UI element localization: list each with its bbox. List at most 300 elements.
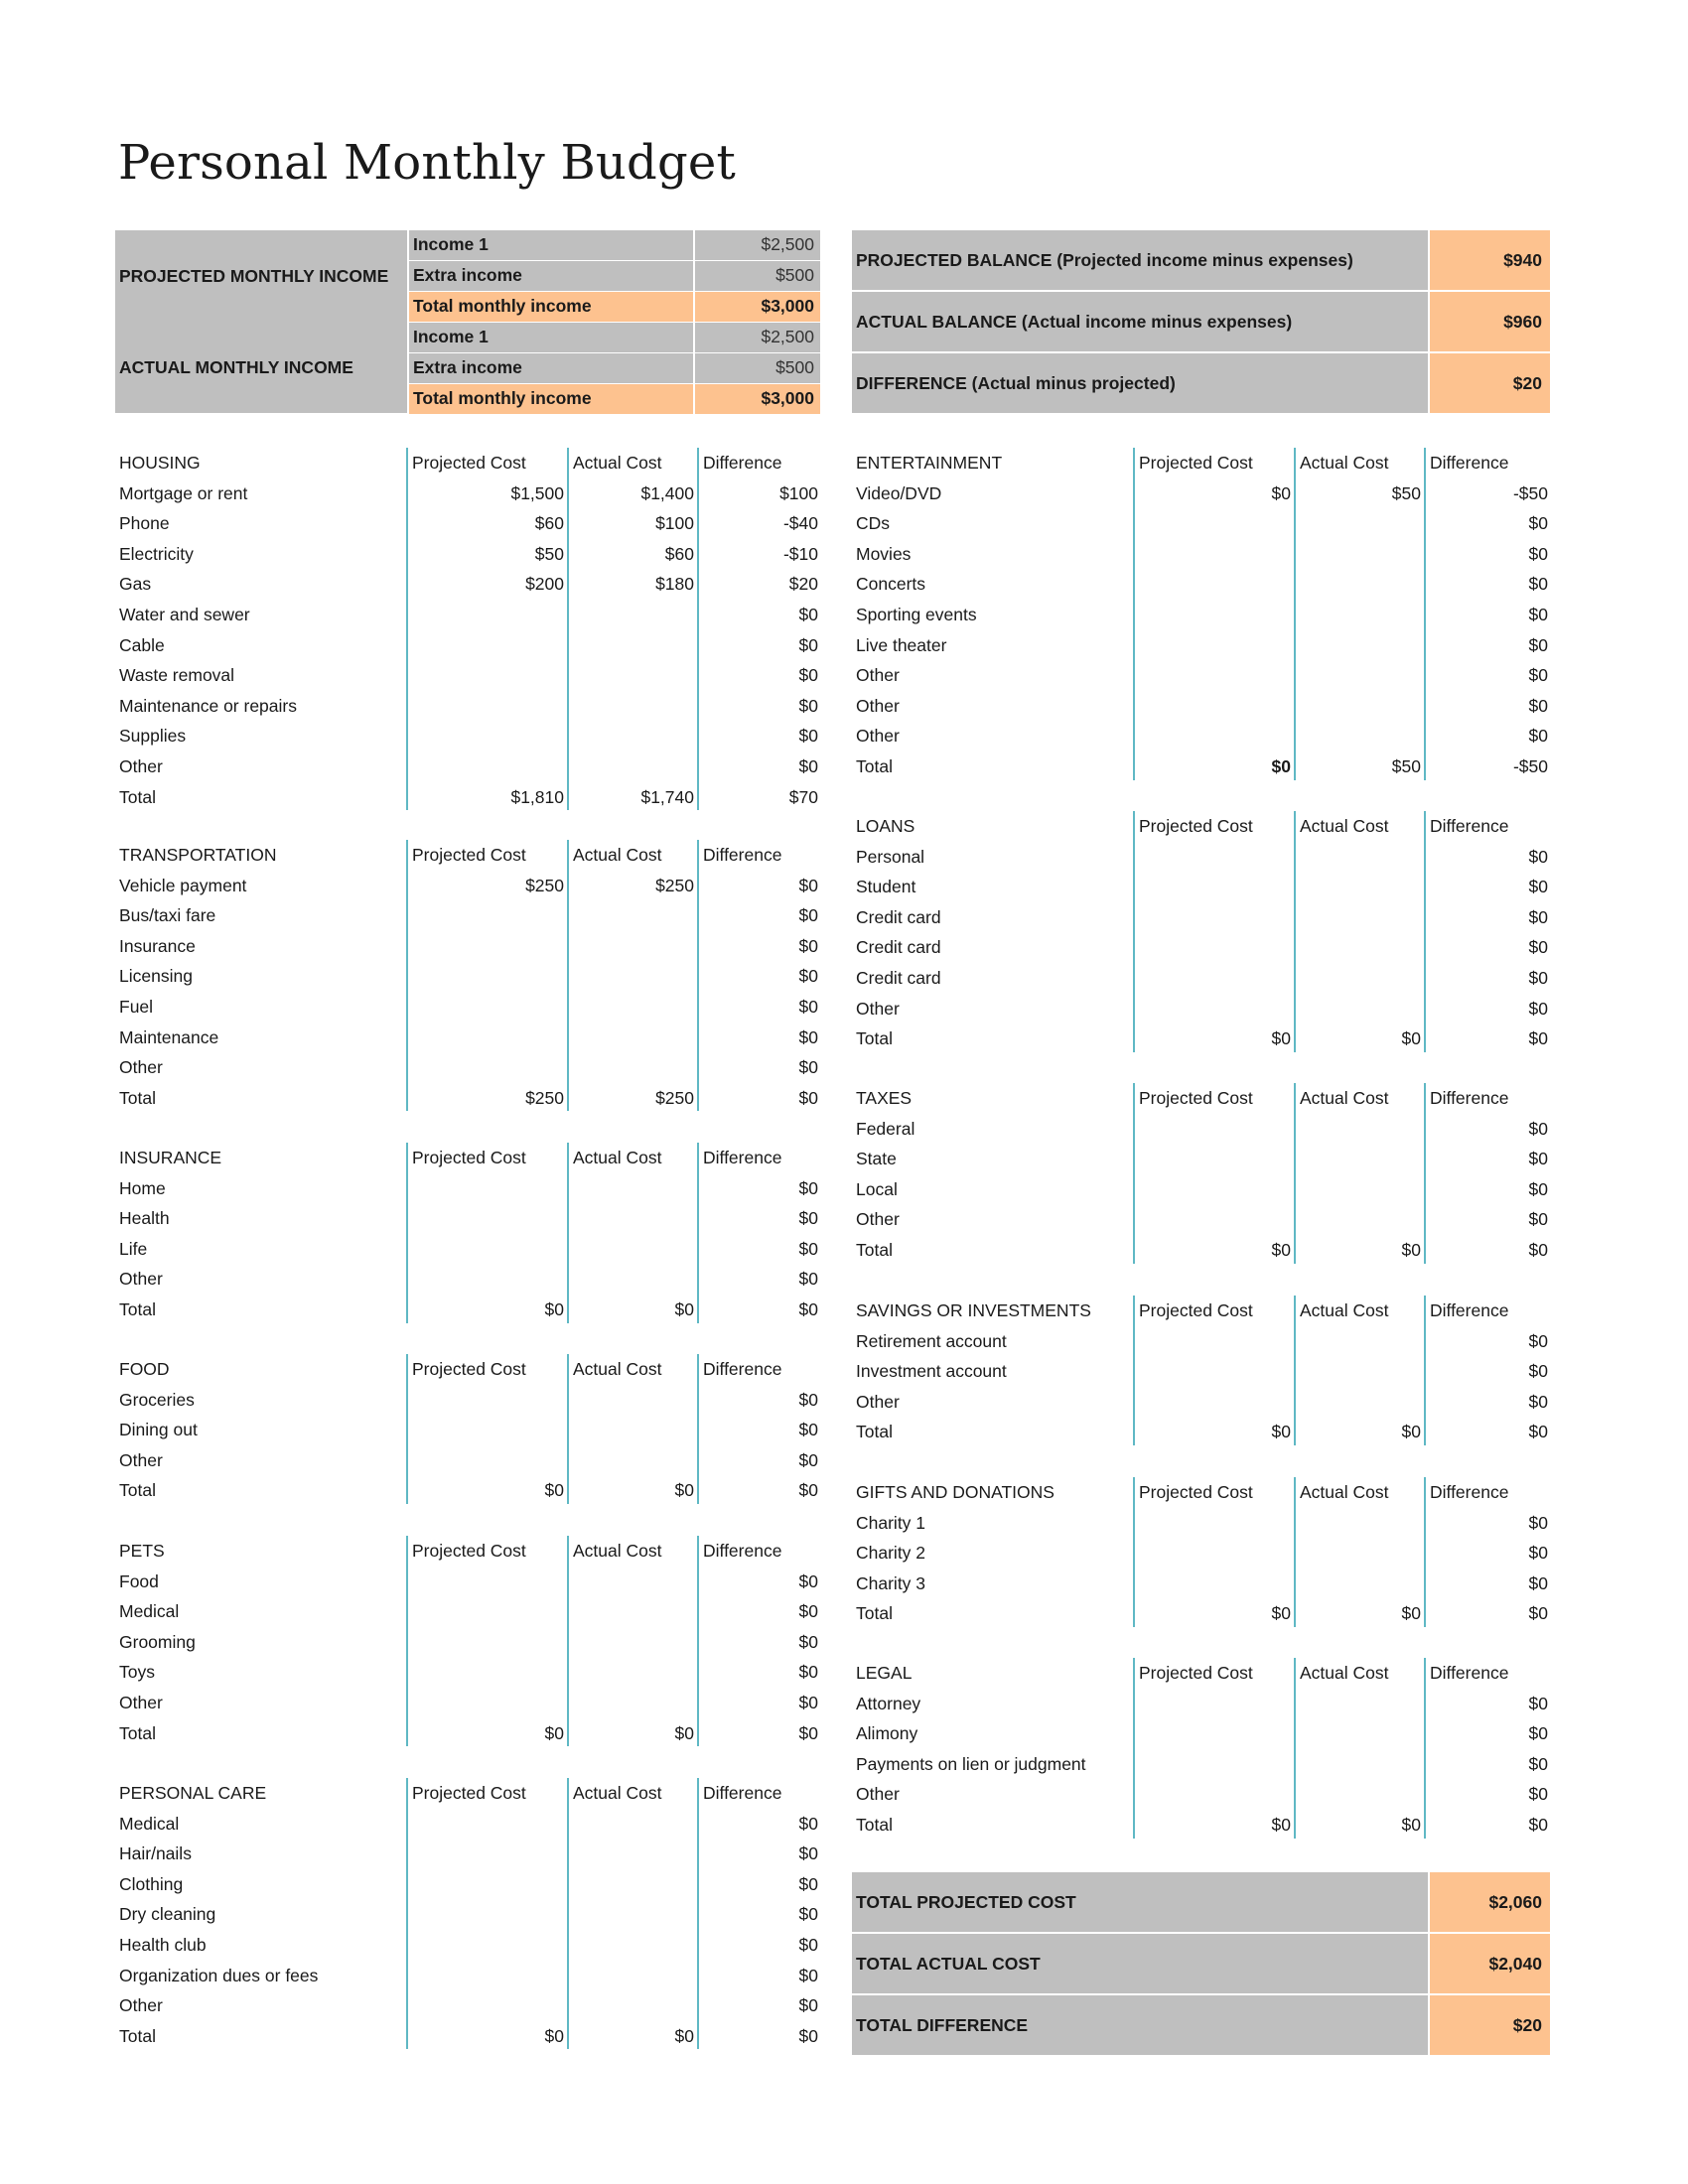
row-label: Medical [119,1813,180,1834]
difference-cell: $0 [798,755,818,776]
column-header-difference: Difference [703,1148,782,1167]
column-divider [697,1143,699,1323]
table-row [115,1657,820,1688]
row-label: Total [119,2025,156,2046]
difference-cell: $0 [798,1269,818,1290]
row-label: Movies [856,543,912,564]
row-value: $20 [1430,1995,1550,2055]
projected-cost-cell[interactable]: $60 [534,513,564,534]
row-label: ACTUAL BALANCE (Actual income minus expenses) [852,292,1428,351]
projected-cost-cell[interactable]: $200 [525,574,564,595]
table-row [115,1052,820,1083]
projected-cost-cell[interactable]: $250 [525,875,564,895]
row-label: Waste removal [119,665,235,686]
table-row [115,1869,820,1900]
row-label: Phone [119,513,170,534]
table-row [115,1567,820,1597]
projected-cost-cell[interactable]: $1,500 [510,482,564,503]
column-header-projected: Projected Cost [1139,453,1253,473]
difference-cell: $0 [1528,1178,1548,1199]
table-row [852,721,1550,751]
table-row [115,931,820,962]
column-divider [1424,1658,1426,1839]
difference-cell: $0 [1528,695,1548,716]
row-label: Grooming [119,1631,196,1652]
table-row [115,1688,820,1718]
table-row [115,1173,820,1204]
total-row [115,782,820,813]
row-label: Local [856,1178,898,1199]
section-title: HOUSING [119,453,201,473]
table-row [115,1839,820,1869]
difference-cell: $0 [1528,1209,1548,1230]
projected-cost-cell: $0 [544,1298,564,1319]
table-row [115,900,820,931]
difference-cell: $0 [798,1480,818,1501]
column-divider [697,1354,699,1504]
difference-cell: $0 [1528,543,1548,564]
table-row [115,1385,820,1416]
table-row [852,630,1550,661]
row-label: Fuel [119,996,154,1017]
column-header-projected: Projected Cost [1139,816,1253,836]
difference-cell: $0 [798,1934,818,1955]
section-title: SAVINGS OR INVESTMENTS [856,1300,1091,1320]
actual-cost-cell: $0 [1401,1239,1421,1260]
difference-cell: $0 [798,1843,818,1864]
table-row [852,1144,1550,1174]
difference-cell: $0 [1528,574,1548,595]
difference-cell: $0 [1528,1028,1548,1049]
column-divider [1424,811,1426,1052]
section-header-row [115,1536,820,1567]
difference-cell: $0 [798,1026,818,1047]
table-row [852,1538,1550,1569]
column-divider [1424,1296,1426,1445]
projected-cost-cell: $0 [1271,1603,1291,1624]
actual-cost-cell: $0 [674,2025,694,2046]
difference-cell: $0 [798,1722,818,1743]
section-title: LEGAL [856,1663,913,1683]
row-label: Live theater [856,634,947,655]
column-header-projected: Projected Cost [1139,1300,1253,1320]
difference-cell: $0 [798,1420,818,1440]
row-label: Water and sewer [119,604,250,624]
column-divider [1294,1477,1296,1627]
column-divider [697,448,699,810]
projected-cost-cell[interactable]: $0 [1271,482,1291,503]
row-label: Other [856,695,900,716]
row-label: Clothing [119,1873,184,1894]
row-label: Food [119,1570,159,1591]
row-value: $3,000 [695,384,820,414]
row-value[interactable]: $2,500 [695,323,820,352]
table-row [115,871,820,901]
total-row [115,2021,820,2052]
row-label: Retirement account [856,1330,1007,1351]
row-label: Electricity [119,543,194,564]
difference-cell: $0 [798,1904,818,1925]
table-row [115,1596,820,1627]
total-row [115,1475,820,1506]
difference-cell: $0 [798,1601,818,1622]
table-row [115,630,820,661]
table-row [852,1326,1550,1357]
income-summary [115,230,820,413]
section-header-row [852,811,1550,842]
table-row [115,751,820,782]
difference-cell: $0 [798,1238,818,1259]
column-header-projected: Projected Cost [412,1359,526,1379]
difference-cell: $0 [798,1449,818,1470]
projected-cost-cell: $0 [544,2025,564,2046]
projected-income-total-row [409,292,820,322]
difference-cell: $0 [798,1813,818,1834]
difference-cell: -$50 [1512,482,1548,503]
table-row [852,1779,1550,1810]
difference-cell: $0 [1528,604,1548,624]
section-gifts [852,1477,1550,1629]
row-label: Total [856,1422,893,1442]
row-label: DIFFERENCE (Actual minus projected) [852,353,1428,413]
actual-balance-row [852,292,1550,351]
difference-cell: $0 [1528,1330,1548,1351]
table-row [115,691,820,722]
row-label: Attorney [856,1693,921,1713]
table-row [115,539,820,570]
difference-cell: $0 [798,1087,818,1108]
difference-cell: $0 [798,996,818,1017]
difference-cell: $0 [1528,1118,1548,1139]
column-divider [406,448,408,810]
difference-cell: $0 [798,665,818,686]
row-label: Other [119,1692,163,1712]
difference-cell: $0 [798,935,818,956]
row-label: Gas [119,574,152,595]
total-row [852,1235,1550,1266]
table-row [115,1809,820,1840]
row-label: Organization dues or fees [119,1965,319,1985]
section-title: FOOD [119,1359,170,1379]
row-label: TOTAL PROJECTED COST [852,1872,1428,1932]
row-label: Sporting events [856,604,977,624]
difference-cell: $0 [1528,513,1548,534]
column-divider [1424,1477,1426,1627]
row-label: Total monthly income [409,384,693,414]
section-header-row [115,1778,820,1809]
difference-cell: $0 [798,695,818,716]
row-label: Insurance [119,935,196,956]
difference-cell: $0 [798,1389,818,1410]
column-header-projected: Projected Cost [412,845,526,865]
section-title: GIFTS AND DONATIONS [856,1482,1055,1502]
column-divider [567,840,569,1111]
column-divider [1133,1658,1135,1839]
row-label: Maintenance [119,1026,219,1047]
column-header-actual: Actual Cost [1300,1482,1389,1502]
difference-cell: $0 [1528,1784,1548,1805]
table-row [852,569,1550,600]
row-label: Cable [119,634,165,655]
column-header-projected: Projected Cost [412,1541,526,1561]
table-row [115,660,820,691]
row-value: $960 [1430,292,1550,351]
actual-cost-cell[interactable]: $50 [1391,482,1421,503]
column-header-difference: Difference [1430,453,1509,473]
row-label: Other [856,665,900,686]
table-row [115,961,820,992]
column-divider [1133,448,1135,780]
table-row [115,1203,820,1234]
column-divider [1133,1083,1135,1264]
row-label: Charity 3 [856,1572,926,1593]
table-row [115,508,820,539]
total-row [852,1417,1550,1447]
column-divider [1133,811,1135,1052]
row-label: TOTAL ACTUAL COST [852,1934,1428,1993]
row-label: Licensing [119,966,193,987]
difference-cell: $0 [1528,634,1548,655]
section-title: ENTERTAINMENT [856,453,1003,473]
table-row [852,660,1550,691]
projected-cost-cell: $0 [1271,1239,1291,1260]
difference-cell: $70 [788,786,818,807]
section-food [115,1354,820,1506]
table-row [852,691,1550,722]
column-divider [1294,448,1296,780]
projected-cost-cell: $1,810 [510,786,564,807]
table-row [115,1930,820,1961]
row-label: Health [119,1208,170,1229]
table-row [852,1508,1550,1539]
difference-cell: $0 [798,1873,818,1894]
actual-cost-cell[interactable]: $60 [664,543,694,564]
projected-cost-cell: $0 [1271,1028,1291,1049]
row-value: $20 [1430,353,1550,413]
section-title: TAXES [856,1088,913,1108]
row-label: Supplies [119,726,187,747]
row-label: Other [119,1269,163,1290]
column-header-difference: Difference [703,1783,782,1803]
column-header-difference: Difference [703,453,782,473]
table-row [115,600,820,630]
column-header-difference: Difference [1430,1482,1509,1502]
row-value: $3,000 [695,292,820,322]
table-row [115,1415,820,1445]
column-divider [1294,1083,1296,1264]
projected-cost-cell[interactable]: $50 [534,543,564,564]
projected-income-row [409,261,820,291]
difference-cell: $0 [798,1177,818,1198]
row-label: Other [856,1209,900,1230]
row-label: Bus/taxi fare [119,905,216,926]
actual-cost-cell: $0 [674,1298,694,1319]
section-header-row [115,448,820,478]
column-header-actual: Actual Cost [573,1359,662,1379]
row-label: Credit card [856,937,941,958]
difference-cell: $0 [1528,1239,1548,1260]
difference-cell: $0 [1528,967,1548,988]
difference-cell: $0 [1528,1361,1548,1382]
balance-summary [852,230,1550,413]
section-header-row [852,1658,1550,1689]
actual-cost-cell[interactable]: $250 [655,875,694,895]
total-row [115,1718,820,1749]
total-row [852,1810,1550,1841]
table-row [852,1114,1550,1145]
row-label: Other [119,1995,163,2016]
column-divider [1294,811,1296,1052]
difference-cell: $0 [798,604,818,624]
difference-cell: $0 [1528,998,1548,1019]
table-row [852,478,1550,509]
column-divider [406,1536,408,1746]
row-label: Toys [119,1662,155,1683]
row-label: Extra income [409,261,693,291]
row-label: Payments on lien or judgment [856,1753,1086,1774]
row-label: Other [119,755,163,776]
actual-cost-cell[interactable]: $1,400 [640,482,694,503]
section-pets [115,1536,820,1748]
difference-cell: $0 [798,2025,818,2046]
row-label: Health club [119,1934,207,1955]
row-label: Investment account [856,1361,1007,1382]
actual-cost-cell[interactable]: $180 [655,574,694,595]
difference-cell: $0 [1528,1693,1548,1713]
total-row [115,1083,820,1114]
row-label: CDs [856,513,891,534]
column-header-actual: Actual Cost [573,1783,662,1803]
row-label: Other [119,1057,163,1078]
actual-cost-cell: $1,740 [640,786,694,807]
column-divider [567,1354,569,1504]
table-row [115,1627,820,1658]
page-title: Personal Monthly Budget [118,135,736,191]
row-label: Other [856,1391,900,1412]
row-label: Federal [856,1118,915,1139]
column-header-projected: Projected Cost [412,1783,526,1803]
column-header-actual: Actual Cost [1300,816,1389,836]
column-header-projected: Projected Cost [1139,1482,1253,1502]
table-row [852,1569,1550,1599]
row-value[interactable]: $500 [695,353,820,383]
section-housing [115,448,820,812]
section-title: LOANS [856,816,915,836]
table-row [115,1445,820,1476]
table-row [852,600,1550,630]
row-value[interactable]: $2,500 [695,230,820,260]
total-actual-row [852,1934,1550,1993]
row-label: Mortgage or rent [119,482,248,503]
row-label: Charity 1 [856,1512,926,1533]
difference-cell: $0 [1528,1512,1548,1533]
row-label: Personal [856,846,925,867]
row-label: Home [119,1177,166,1198]
column-header-difference: Difference [703,845,782,865]
projected-income-row [409,230,820,260]
column-header-difference: Difference [1430,1088,1509,1108]
table-row [852,1718,1550,1749]
row-label: Total [856,1028,893,1049]
row-label: Total [119,1722,156,1743]
row-label: Student [856,877,916,897]
difference-cell: $0 [1528,1149,1548,1169]
table-row [852,842,1550,873]
difference-cell: $0 [1528,1543,1548,1564]
difference-cell: $0 [1528,1814,1548,1835]
difference-cell: $0 [798,1965,818,1985]
projected-cost-cell: $0 [544,1480,564,1501]
difference-cell: $0 [1528,877,1548,897]
table-row [115,478,820,509]
row-label: Other [119,1449,163,1470]
total-row [115,1295,820,1325]
table-row [852,902,1550,933]
actual-cost-cell: $0 [1401,1028,1421,1049]
column-header-difference: Difference [1430,816,1509,836]
section-insurance [115,1143,820,1325]
difference-cell: $0 [798,1570,818,1591]
column-divider [567,1778,569,2049]
difference-cell: $0 [1528,937,1548,958]
section-header-row [115,840,820,871]
table-row [852,508,1550,539]
difference-cell: $0 [1528,1603,1548,1624]
total-projected-row [852,1872,1550,1932]
difference-cell: $0 [798,1995,818,2016]
difference-cell: $0 [1528,665,1548,686]
table-row [852,539,1550,570]
actual-cost-cell: $0 [1401,1422,1421,1442]
row-label: Income 1 [409,323,693,352]
row-label: State [856,1149,897,1169]
total-row [852,751,1550,782]
difference-cell: $0 [1528,846,1548,867]
table-row [115,992,820,1023]
row-label: Other [856,998,900,1019]
actual-cost-cell[interactable]: $100 [655,513,694,534]
section-savings [852,1296,1550,1447]
table-row [115,721,820,751]
row-label: Other [856,1784,900,1805]
row-label: TOTAL DIFFERENCE [852,1995,1428,2055]
row-value[interactable]: $500 [695,261,820,291]
row-label: Extra income [409,353,693,383]
row-label: Life [119,1238,148,1259]
actual-income-row [409,323,820,352]
column-divider [1424,1083,1426,1264]
column-divider [1133,1296,1135,1445]
row-label: Concerts [856,574,926,595]
row-label: Credit card [856,967,941,988]
column-divider [697,1536,699,1746]
table-row [852,1689,1550,1719]
table-row [115,1961,820,1991]
section-loans [852,811,1550,1054]
column-divider [697,840,699,1111]
difference-row [852,353,1550,413]
column-header-difference: Difference [703,1541,782,1561]
row-label: Hair/nails [119,1843,192,1864]
table-row [852,994,1550,1024]
column-header-projected: Projected Cost [1139,1663,1253,1683]
actual-cost-cell: $0 [1401,1814,1421,1835]
column-divider [1294,1296,1296,1445]
row-label: Dry cleaning [119,1904,216,1925]
section-title: TRANSPORTATION [119,845,277,865]
difference-cell: $100 [779,482,818,503]
section-header-row [852,1296,1550,1326]
